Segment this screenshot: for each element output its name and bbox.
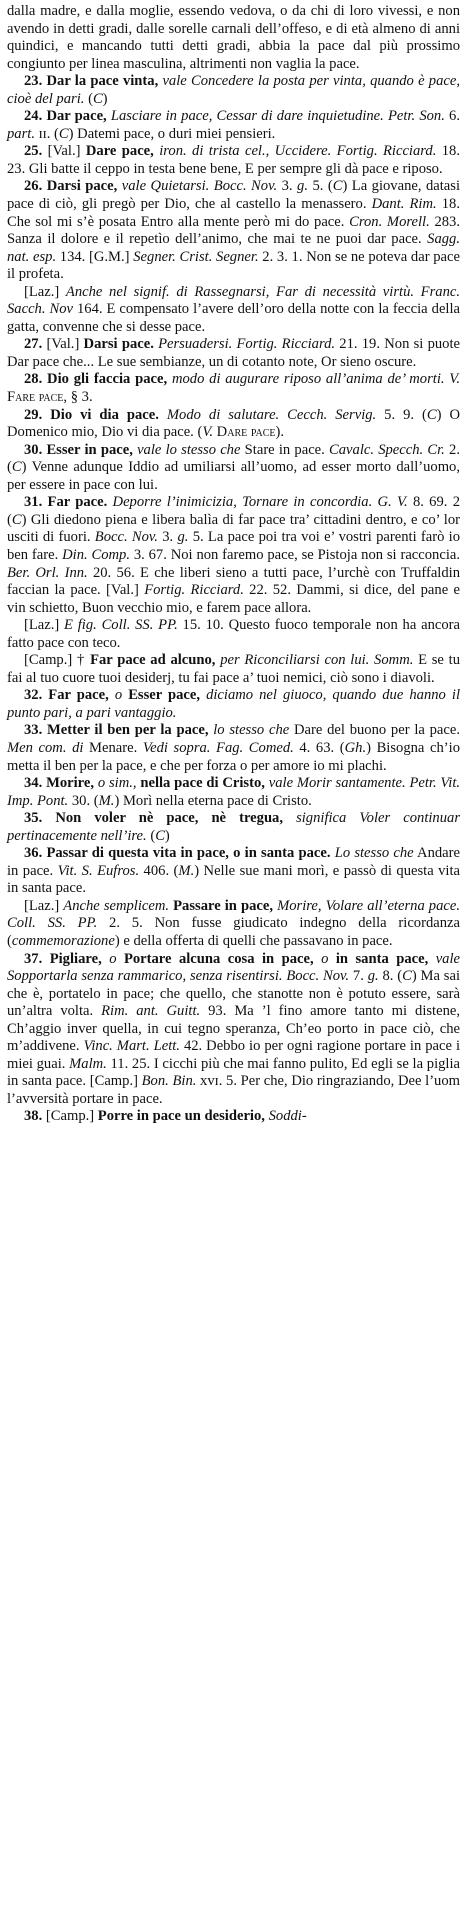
- entry-p35: [7, 810, 460, 845]
- body-text: 283. Sanza il dolore e il repetìo dell’animo, che mai te ne puoi dar pace.: [7, 213, 461, 248]
- italic-text: o: [109, 950, 117, 967]
- body-text: 164. E compensato l’avere dell’oro della notte con la feccia della gatta, convenne che si desse pace.: [7, 301, 461, 335]
- headword: 28.: [24, 371, 48, 388]
- headword: 30.: [24, 441, 47, 458]
- body-text: 2. (: [7, 441, 460, 476]
- body-text: 42. Debbo io per ogni ragione portare in pace i miei guai.: [7, 1038, 460, 1072]
- headword: 35.: [24, 810, 56, 827]
- body-text: ) Venne adunque Iddio ad umiliarsi all’uomo, ad esser morto dall’uomo, per essere in pace con lui.: [7, 459, 460, 493]
- entry-p26b: [7, 284, 460, 337]
- body-text: 3.: [277, 178, 298, 195]
- body-text: 2. 5. Non fusse giudicato indegno della ricordanza (: [7, 915, 460, 949]
- italic-text: Ber. Orl. Inn.: [7, 564, 88, 581]
- body-text: [Laz.]: [24, 617, 65, 634]
- italic-text: Modo di salutare. Cecch. Servig.: [166, 406, 377, 423]
- headword: nella pace di Cristo,: [140, 775, 265, 792]
- italic-text: C: [332, 178, 343, 195]
- entry-p36b: [7, 898, 460, 951]
- italic-text: Anche semplicem.: [63, 897, 170, 914]
- headword: Pigliare,: [49, 950, 102, 967]
- body-text: 18. Che sol mi s’è posata Entro alla mente però mi do pace.: [7, 196, 461, 230]
- body-text: [Val.]: [46, 336, 84, 353]
- body-text: , § 3.: [63, 389, 93, 406]
- entry-p31b: [7, 617, 460, 652]
- headword: Portare alcuna cosa in pace,: [123, 950, 314, 967]
- italic-text: vale Quietarsi. Bocc. Nov.: [121, 178, 278, 195]
- body-text: ) Morì nella eterna pace di Cristo.: [114, 792, 312, 809]
- entry-p27: [7, 336, 460, 371]
- italic-text: o: [114, 687, 123, 704]
- body-text: ) Nelle sue mani morì, e passò di questa vita in santa pace.: [7, 862, 461, 897]
- italic-text: Cavalc. Specch. Cr.: [329, 441, 445, 458]
- italic-text: Segner. Crist. Segner.: [133, 248, 259, 265]
- body-text: ).: [275, 424, 285, 441]
- entry-p31c: [7, 652, 460, 687]
- headword: 38.: [24, 1108, 46, 1125]
- headword: Dio vi dia pace.: [50, 406, 159, 423]
- body-text: 3. 67. Noi non faremo pace, se Pistoja non si racconcia.: [130, 546, 460, 563]
- headword: 36.: [24, 845, 47, 862]
- headword: Morire,: [46, 775, 95, 792]
- body-text: [Camp.] †: [24, 652, 91, 669]
- body-text: [428, 951, 435, 967]
- italic-text: iron. di trista cel., Uccidere. Fortig. Ricciard.: [159, 143, 437, 160]
- italic-text: Vinc. Mart. Lett.: [83, 1038, 180, 1055]
- italic-text: V.: [202, 424, 214, 441]
- headword: Darsi pace,: [46, 178, 118, 195]
- body-text: ) La giovane, datasi pace di ciò, gli pregò per Dio, che al castello la menassero.: [7, 178, 461, 213]
- body-text: 93. Ma ’l fino amore tanto mi distene, Ch’aggio inver quella, in cui tegno speranza, Ch’eo porto in pace ciò, che m’addivene.: [7, 1003, 461, 1055]
- entry-p25: [7, 143, 460, 178]
- italic-text: Vit. S. Eufros.: [57, 862, 140, 879]
- body-text: 30. (: [68, 792, 99, 809]
- entry-p29: [7, 407, 460, 442]
- italic-text: Soddi-: [268, 1108, 307, 1125]
- body-text: (: [84, 90, 93, 107]
- italic-text: Bon. Bin.: [141, 1073, 197, 1090]
- body-text: ɪɪ. (: [34, 125, 59, 142]
- headword: Darsi pace.: [83, 336, 154, 353]
- headword: Esser in pace,: [46, 441, 133, 458]
- entry-p28: [7, 371, 460, 406]
- entry-p31: [7, 494, 460, 617]
- body-text: xvɪ. 5. Per che, Dio ringraziando, Dee l’uom l’avversità portare in pace.: [7, 1073, 460, 1107]
- body-text: [328, 951, 335, 967]
- italic-text: C: [155, 827, 165, 844]
- body-text: Stare in pace.: [240, 441, 330, 458]
- body-text: [Camp.]: [45, 1108, 98, 1125]
- italic-text: C: [402, 968, 412, 985]
- headword: 26.: [24, 178, 47, 195]
- body-text: Menare.: [83, 739, 143, 756]
- italic-text: Vedi sopra. Fag. Comed.: [142, 739, 294, 756]
- italic-text: C: [11, 459, 22, 476]
- body-text: 22. 52. Dammi, si dice, del pane e vin schietto, Buon vecchio mio, e farem pace allora.: [7, 582, 460, 616]
- entry-p26: [7, 178, 460, 283]
- italic-text: significa Voler continuar pertinacemente nell’ire.: [7, 810, 460, 844]
- italic-text: E fig. Coll. SS. PP.: [64, 617, 178, 634]
- body-text: 11. 25. I cicchi più che mai fanno pulito, Ed egli se la piglia in santa pace. [Camp.]: [7, 1055, 461, 1090]
- italic-text: part.: [7, 125, 35, 142]
- italic-text: Din. Comp.: [62, 546, 130, 563]
- italic-text: C: [11, 511, 22, 528]
- italic-text: Morire, Volare all’eterna pace. Coll. SS. PP.: [7, 897, 460, 932]
- body-text: 8. 69. 2 (: [7, 494, 461, 528]
- entry-p37: [7, 951, 460, 1109]
- italic-text: per Riconciliarsi con lui. Somm.: [220, 652, 414, 669]
- headword: Far pace,: [48, 687, 109, 704]
- body-text: ) Ma sai che è, portatelo in pace; che quello, che stanotte non è potuto essere, sarà un’altra volta.: [7, 968, 460, 1020]
- italic-text: Cron. Morell.: [349, 213, 430, 230]
- body-text: [Laz.]: [24, 283, 66, 300]
- headword: 23.: [24, 73, 47, 90]
- body-text: 406. (: [139, 862, 179, 879]
- body-text: [159, 407, 167, 423]
- headword: Dare pace,: [85, 143, 154, 160]
- italic-text: Men com. di: [7, 739, 84, 756]
- body-text: [Val.]: [47, 143, 86, 160]
- italic-text: Fortig. Ricciard.: [144, 582, 244, 599]
- italic-text: Persuadersi. Fortig. Ricciard.: [158, 336, 336, 353]
- italic-text: lo stesso che: [213, 722, 290, 739]
- headword: Non voler nè pace, nè tregua,: [55, 810, 283, 827]
- headword: in santa pace,: [335, 950, 429, 967]
- body-text: 20. 56. E che liberi sieno a tutti pace, l’urchè con Truffaldin faccian la pace. [Val.]: [7, 564, 460, 599]
- body-text: 134. [G.M.]: [56, 248, 134, 265]
- body-text: 5. La pace poi tra voi e’ vostri parenti farò io ben fare.: [7, 529, 461, 563]
- body-text: 18. 23. Gli batte il ceppo in testa bene bene, E per sempre gli dà pace e riposo.: [7, 143, 460, 177]
- body-text: ) Gli diedono piena e libera balìa di far pace tra’ cittadini dentro, e co’ lor usciti di fuori.: [7, 511, 460, 546]
- body-text: dalla madre, e dalla moglie, essendo vedova, o da chi di loro vivessi, e non avendo in detti gradi, dalle sorelle carnali dell’offeso, e di età almeno di anni quindici, e mancando tutti detti gradi, abbia la pace dal più prossimo congiunto per linea masculina, altrimenti non vaglia la pace.: [7, 3, 460, 72]
- italic-text: commemorazione: [11, 932, 115, 949]
- italic-text: g.: [367, 968, 379, 985]
- body-text: 3.: [157, 529, 178, 546]
- body-text: E se tu fai al tuo cuore tuoi desiderj, tu fai pace a’ tuoi nemici, ciò sono i diavoli.: [7, 652, 460, 686]
- headword: 29.: [24, 406, 51, 423]
- headword: Dar la pace vinta,: [46, 73, 159, 90]
- body-text: 15. 10. Questo fuoco temporale non ha ancora fatto pace con teco.: [7, 617, 460, 651]
- italic-text: M.: [178, 862, 195, 879]
- italic-text: C: [92, 90, 103, 107]
- entry-p0: [7, 3, 460, 73]
- italic-text: Malm.: [69, 1055, 107, 1072]
- headword: Dar pace,: [46, 108, 107, 125]
- entry-p32: [7, 687, 460, 722]
- entry-p36: [7, 845, 460, 898]
- headword: 27.: [24, 336, 47, 353]
- body-text: 5. 9. (: [376, 406, 427, 423]
- body-text: 4. 63. (: [293, 739, 345, 756]
- headword: 37.: [24, 950, 50, 967]
- headword: 24.: [24, 108, 47, 125]
- entry-p24: [7, 108, 460, 143]
- italic-text: Dant. Rim.: [371, 196, 437, 213]
- body-text: ) O Domenico mio, Dio vi dia pace. (: [7, 406, 461, 441]
- body-text: ): [164, 827, 170, 844]
- italic-text: C: [58, 125, 69, 142]
- italic-text: Sagg. nat. esp.: [7, 231, 460, 265]
- headword: Passare in pace,: [173, 897, 273, 914]
- cross-reference: Fare pace: [7, 389, 64, 406]
- headword: Metter il ben per la pace,: [47, 722, 209, 739]
- headword: Dio gli faccia pace,: [47, 371, 168, 388]
- body-text: ) e della offerta di quelli che passavano in pace.: [114, 932, 393, 949]
- italic-text: o sim.,: [97, 775, 137, 792]
- body-text: ) Datemi pace, o duri miei pensieri.: [68, 125, 276, 142]
- italic-text: diciamo nel giuoco, quando due hanno il punto pari, a pari vantaggio.: [7, 687, 460, 721]
- italic-text: g.: [177, 529, 189, 546]
- headword: Far pace.: [47, 494, 108, 511]
- italic-text: Bocc. Nov.: [94, 529, 158, 546]
- body-text: ) Bisogna ch’io metta il ben per la pace, e che per forza o per amore io mi plachi.: [7, 739, 460, 774]
- body-text: 7.: [349, 968, 368, 985]
- headword: 34.: [24, 775, 47, 792]
- headword: 32.: [24, 687, 49, 704]
- headword: Porre in pace un desiderio,: [97, 1108, 265, 1125]
- cross-reference: Dare pace: [213, 424, 276, 441]
- body-text: 8. (: [378, 968, 403, 985]
- italic-text: Deporre l’inimicizia, Tornare in concordia. G. V.: [112, 494, 408, 511]
- body-text: Andare in pace.: [7, 845, 460, 879]
- entry-p33: [7, 722, 460, 775]
- body-text: 2. 3. 1. Non se ne poteva dar pace il profeta.: [7, 248, 460, 283]
- entry-p30: [7, 442, 460, 495]
- body-text: [314, 951, 321, 967]
- italic-text: Gh.: [344, 739, 367, 756]
- italic-text: Lo stesso che: [334, 845, 414, 862]
- body-text: 5. (: [307, 178, 333, 195]
- headword: Far pace ad alcuno,: [90, 652, 216, 669]
- entry-p38: [7, 1108, 460, 1126]
- body-text: [Laz.]: [24, 897, 64, 914]
- entry-p34: [7, 775, 460, 810]
- italic-text: o: [321, 950, 329, 967]
- headword: Passar di questa vita in pace, o in santa pace.: [46, 845, 331, 862]
- headword: Esser pace,: [128, 687, 201, 704]
- italic-text: g.: [297, 178, 308, 195]
- headword: 33.: [24, 722, 48, 739]
- italic-text: Anche nel signif. di Rassegnarsi, Far di necessità virtù. Franc. Sacch. Nov: [7, 283, 460, 318]
- body-text: Dare del buono per la pace.: [289, 722, 460, 739]
- body-text: 6.: [444, 108, 461, 125]
- body-text: ): [102, 90, 108, 107]
- italic-text: C: [426, 406, 437, 423]
- body-text: (: [146, 827, 156, 844]
- italic-text: modo di augurare riposo all’anima de’ morti. V.: [171, 371, 460, 388]
- italic-text: vale Sopportarla senza rammarico, senza risentirsi. Bocc. Nov.: [7, 950, 460, 985]
- italic-text: vale Concedere la posta per vinta, quando è pace, cioè del pari.: [7, 73, 460, 107]
- body-text: [116, 951, 123, 967]
- body-text: [283, 810, 296, 826]
- italic-text: vale lo stesso che: [137, 441, 241, 458]
- italic-text: Lasciare in pace, Cessar di dare inquietudine. Petr. Son.: [110, 108, 445, 125]
- headword: 31.: [24, 494, 48, 511]
- entry-p23: [7, 73, 460, 108]
- italic-text: M.: [98, 792, 115, 809]
- italic-text: Rim. ant. Guitt.: [101, 1003, 201, 1020]
- italic-text: vale Morir santamente. Petr. Vit. Imp. Pont.: [7, 775, 461, 809]
- headword: 25.: [24, 143, 48, 160]
- body-text: 21. 19. Non si puote Dar pace che... Le sue sembianze, un di cotanto note, Or sieno oscure.: [7, 336, 460, 370]
